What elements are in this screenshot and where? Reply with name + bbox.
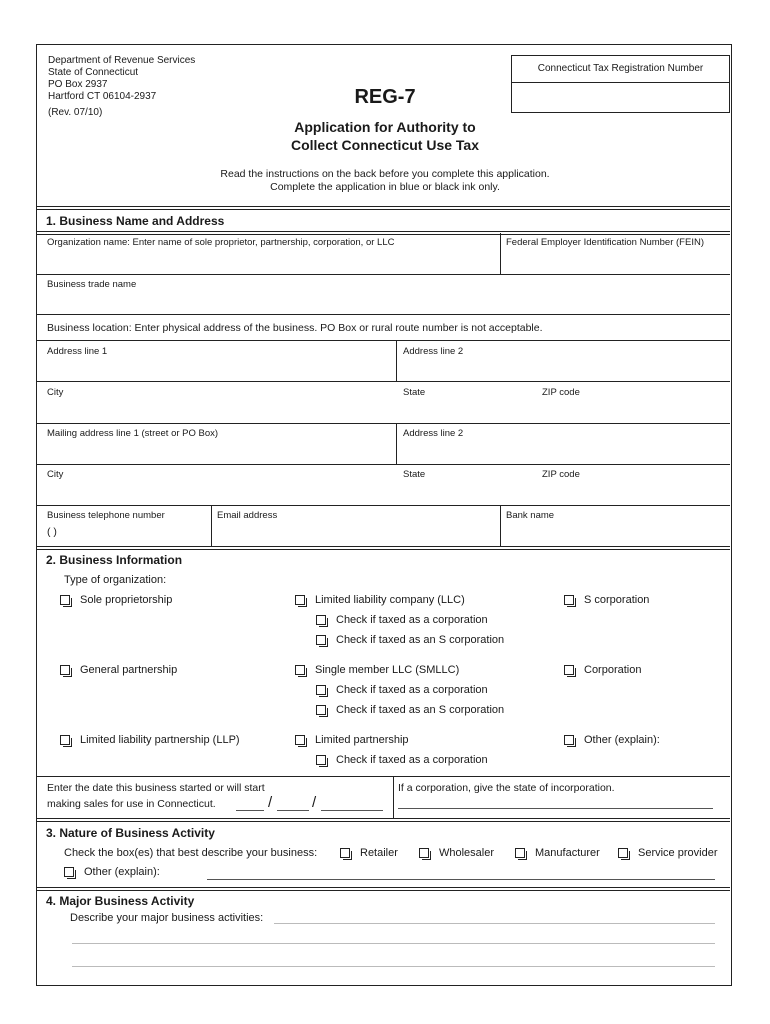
activities-line[interactable]	[72, 943, 715, 944]
registration-number-label: Connecticut Tax Registration Number	[512, 56, 729, 83]
checkbox[interactable]	[64, 867, 74, 877]
mailing-city-label: City	[47, 469, 64, 480]
form-number: REG-7	[354, 86, 416, 108]
start-date-label-line1: Enter the date this business started or will start	[47, 782, 265, 794]
wholesaler-option[interactable]	[419, 847, 494, 859]
checkbox[interactable]	[419, 848, 429, 858]
fein-label: Federal Employer Identification Number (FEIN)	[506, 237, 704, 248]
checkbox[interactable]	[564, 735, 574, 745]
start-date-label-line2: making sales for use in Connecticut.	[47, 798, 216, 810]
city-line: Hartford CT 06104-2937	[48, 91, 157, 102]
option-label: Limited liability partnership (LLP)	[80, 734, 240, 746]
divider	[211, 505, 212, 547]
po-box: PO Box 2937	[48, 79, 108, 90]
option-label: Other (explain):	[584, 734, 660, 746]
other-activity-field[interactable]	[207, 879, 715, 880]
date-slash: /	[312, 794, 317, 811]
divider	[396, 340, 397, 381]
option-label: Corporation	[584, 664, 642, 676]
llc-option[interactable]	[295, 594, 465, 606]
org-name-label: Organization name: Enter name of sole proprietor, partnership, corporation, or LLC	[47, 237, 395, 248]
activities-prompt: Describe your major business activities:	[70, 912, 264, 924]
city-label: City	[47, 387, 64, 398]
divider	[37, 231, 730, 235]
incorporation-state-label: If a corporation, give the state of incorporation.	[398, 782, 615, 794]
divider	[37, 887, 730, 891]
retailer-option[interactable]	[340, 847, 398, 859]
divider	[393, 776, 394, 818]
revision: (Rev. 07/10)	[48, 107, 103, 118]
option-label: Check if taxed as an S corporation	[336, 704, 505, 716]
address1-label: Address line 1	[47, 346, 108, 357]
mailing1-label: Mailing address line 1 (street or PO Box)	[47, 428, 219, 439]
option-label: Retailer	[360, 847, 398, 859]
address2-label: Address line 2	[403, 346, 464, 357]
checkbox[interactable]	[618, 848, 628, 858]
smllc-taxed-corp-option[interactable]	[316, 684, 488, 696]
instructions	[120, 168, 650, 194]
registration-number-box[interactable]	[511, 55, 730, 113]
start-day-field[interactable]	[277, 810, 309, 811]
option-label: Manufacturer	[535, 847, 600, 859]
checkbox[interactable]	[515, 848, 525, 858]
agency-address	[48, 55, 195, 119]
incorporation-state-field[interactable]	[398, 808, 713, 809]
mailing-state-label: State	[403, 469, 426, 480]
dept-name: Department of Revenue Services	[48, 55, 196, 66]
option-label: Other (explain):	[84, 866, 160, 878]
start-year-field[interactable]	[321, 810, 383, 811]
section2-heading: 2. Business Information	[46, 553, 183, 567]
zip-label: ZIP code	[542, 387, 580, 398]
divider	[37, 464, 730, 465]
bank-label: Bank name	[506, 510, 555, 521]
checkbox[interactable]	[295, 595, 305, 605]
checkbox[interactable]	[295, 665, 305, 675]
option-label: General partnership	[80, 664, 178, 676]
other-org-option[interactable]	[564, 734, 660, 746]
phone-paren: ( )	[47, 526, 57, 538]
llc-taxed-corp-option[interactable]	[316, 614, 488, 626]
option-label: Check if taxed as a corporation	[336, 684, 488, 696]
checkbox[interactable]	[340, 848, 350, 858]
phone-label: Business telephone number	[47, 510, 165, 521]
option-label: S corporation	[584, 594, 650, 606]
form-title-line2: Collect Connecticut Use Tax	[290, 137, 479, 153]
divider	[37, 546, 730, 550]
form-title	[240, 118, 530, 154]
lp-taxed-corp-option[interactable]	[316, 754, 488, 766]
checkbox[interactable]	[564, 665, 574, 675]
option-label: Wholesaler	[439, 847, 495, 859]
divider	[37, 818, 730, 822]
smllc-option[interactable]	[295, 664, 459, 676]
email-label: Email address	[217, 510, 278, 521]
llc-taxed-s-option[interactable]	[316, 634, 504, 646]
checkbox[interactable]	[60, 665, 70, 675]
sole-proprietorship-option[interactable]	[60, 594, 172, 606]
service-provider-option[interactable]	[618, 847, 717, 859]
divider	[37, 505, 730, 506]
checkbox[interactable]	[316, 705, 326, 715]
option-label: Check if taxed as a corporation	[336, 614, 488, 626]
instructions-line2: Complete the application in blue or black ink only.	[270, 181, 500, 193]
option-label: Check if taxed as a corporation	[336, 754, 488, 766]
smllc-taxed-s-option[interactable]	[316, 704, 504, 716]
corporation-option[interactable]	[564, 664, 641, 676]
checkbox[interactable]	[60, 735, 70, 745]
section3-heading: 3. Nature of Business Activity	[46, 826, 215, 840]
divider	[500, 233, 501, 275]
divider	[37, 340, 730, 341]
checkbox[interactable]	[60, 595, 70, 605]
trade-name-label: Business trade name	[47, 279, 137, 290]
divider	[37, 381, 730, 382]
divider	[396, 423, 397, 464]
divider	[37, 274, 730, 275]
date-slash: /	[268, 794, 273, 811]
divider	[37, 423, 730, 424]
divider	[37, 206, 730, 210]
location-note: Business location: Enter physical address of the business. PO Box or rural route number is not acceptable.	[47, 322, 543, 334]
checkbox[interactable]	[295, 735, 305, 745]
option-label: Check if taxed as an S corporation	[336, 634, 505, 646]
checkbox[interactable]	[316, 685, 326, 695]
checkbox[interactable]	[316, 635, 326, 645]
manufacturer-option[interactable]	[515, 847, 600, 859]
checkbox[interactable]	[316, 755, 326, 765]
activities-line[interactable]	[274, 923, 715, 924]
divider	[37, 776, 730, 777]
s-corp-option[interactable]	[564, 594, 649, 606]
org-type-label: Type of organization:	[64, 574, 167, 586]
limited-partnership-option[interactable]	[295, 734, 409, 746]
mailing2-label: Address line 2	[403, 428, 464, 439]
start-month-field[interactable]	[236, 810, 264, 811]
business-type-prompt: Check the box(es) that best describe your business:	[64, 847, 318, 859]
option-label: Service provider	[638, 847, 718, 859]
activities-line[interactable]	[72, 966, 715, 967]
instructions-line1: Read the instructions on the back before you complete this application.	[220, 168, 550, 180]
state-name: State of Connecticut	[48, 67, 139, 78]
section1-heading: 1. Business Name and Address	[46, 214, 225, 228]
general-partnership-option[interactable]	[60, 664, 177, 676]
mailing-zip-label: ZIP code	[542, 469, 580, 480]
other-activity-option[interactable]	[64, 866, 160, 878]
state-label: State	[403, 387, 426, 398]
option-label: Limited liability company (LLC)	[315, 594, 465, 606]
divider	[500, 505, 501, 547]
option-label: Sole proprietorship	[80, 594, 173, 606]
llp-option[interactable]	[60, 734, 240, 746]
checkbox[interactable]	[564, 595, 574, 605]
section4-heading: 4. Major Business Activity	[46, 894, 195, 908]
form-title-line1: Application for Authority to	[294, 119, 476, 135]
option-label: Single member LLC (SMLLC)	[315, 664, 460, 676]
option-label: Limited partnership	[315, 734, 409, 746]
divider	[37, 314, 730, 315]
checkbox[interactable]	[316, 615, 326, 625]
